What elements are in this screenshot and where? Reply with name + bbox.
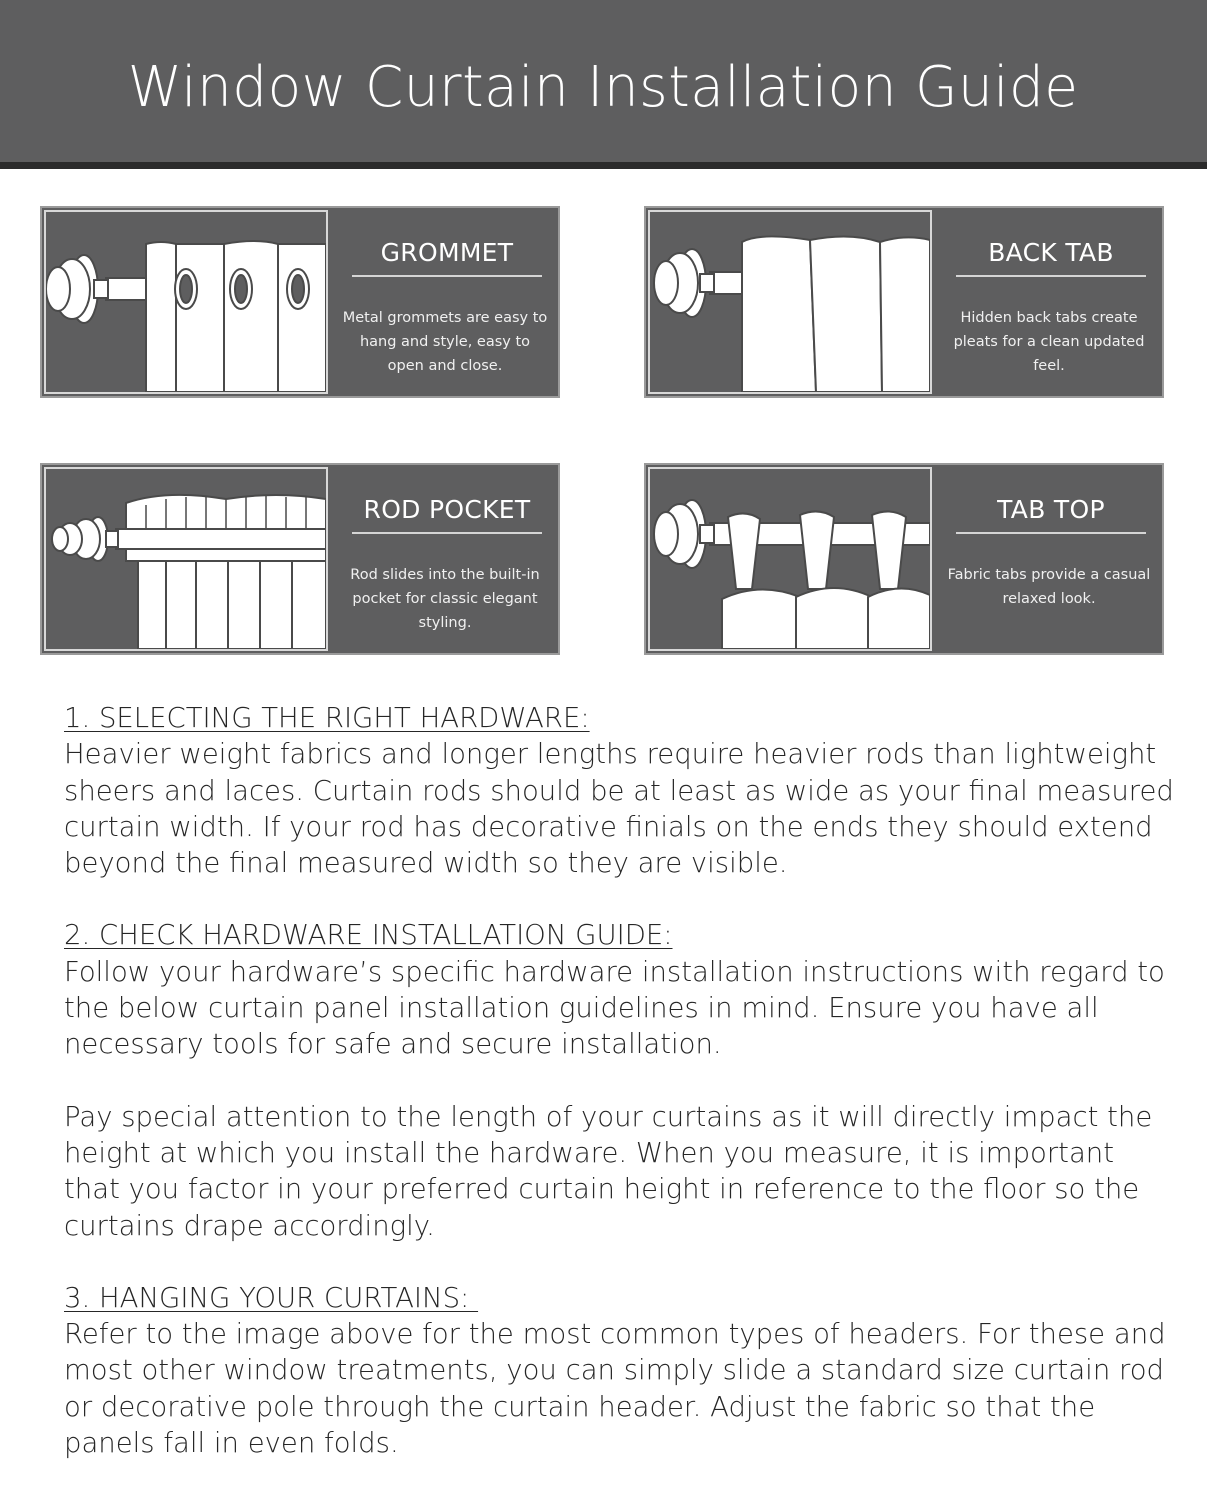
section-paragraph: Pay special attention to the length of your curtains as it will directly impact the height at which you install the hardware. When you measure, it is important that you factor in your preferred curtain height in reference to the floor so the curtains drape accordingly. [64, 1100, 1153, 1242]
grommet-curtain-illustration [44, 210, 328, 394]
back-tab-curtain-illustration [648, 210, 932, 394]
card-description: Metal grommets are easy to hang and style, easy to open and close. [342, 310, 548, 374]
tab-top-curtain-illustration [648, 467, 932, 651]
card-description: Fabric tabs provide a casual relaxed look. [947, 567, 1151, 607]
section-hardware [64, 700, 1174, 881]
instructions [64, 700, 1174, 1497]
card-title: GROMMET [352, 238, 542, 277]
card-grommet [40, 206, 560, 398]
section-heading: 2. CHECK HARDWARE INSTALLATION GUIDE: [64, 919, 673, 952]
card-description: Hidden back tabs create pleats for a clean updated feel. [953, 310, 1145, 374]
page-title: Window Curtain Installation Guide [128, 54, 1079, 120]
section-paragraph: Follow your hardware’s specific hardware installation instructions with regard to the below curtain panel installation guidelines in mind. Ensure you have all necessary tools for safe and secure installation. [64, 955, 1165, 1061]
header-banner [0, 0, 1207, 169]
section-installation-guide [64, 917, 1174, 1243]
section-paragraph: Heavier weight fabrics and longer lengths require heavier rods than lightweight sheers and laces. Curtain rods should be at least as wide as your final measured curtain width. If your rod has decorative finials on the ends they should extend beyond the final measured width so they are visible. [64, 738, 1174, 880]
section-hanging [64, 1280, 1174, 1461]
section-heading: 1. SELECTING THE RIGHT HARDWARE: [64, 702, 590, 734]
card-rod-pocket [40, 463, 560, 655]
card-title: BACK TAB [956, 238, 1146, 277]
card-description: Rod slides into the built-in pocket for classic elegant styling. [350, 567, 540, 631]
section-heading: 3. HANGING YOUR CURTAINS: [64, 1281, 479, 1314]
card-info [936, 208, 1162, 396]
card-info [332, 465, 558, 653]
card-back-tab [644, 206, 1164, 398]
card-tab-top [644, 463, 1164, 655]
card-info [332, 208, 558, 396]
card-info [936, 465, 1162, 653]
card-title: TAB TOP [956, 495, 1146, 534]
card-title: ROD POCKET [352, 495, 542, 534]
section-paragraph: Refer to the image above for the most common types of headers. For these and most other window treatments, you can simply slide a standard size curtain rod or decorative pole through the curtain header. Adjust the fabric so that the panels fall in even folds. [64, 1318, 1166, 1460]
rod-pocket-curtain-illustration [44, 467, 328, 651]
